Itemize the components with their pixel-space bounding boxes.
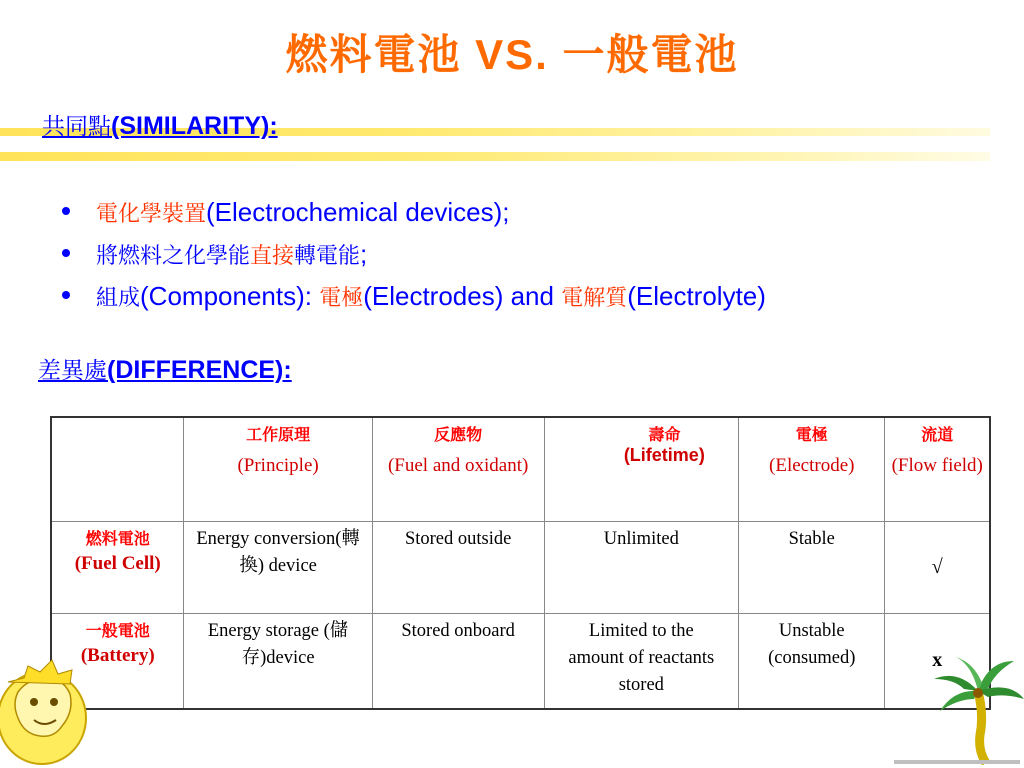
cell-flow-field: √ [885, 521, 990, 613]
bullet-2-zh-a: 將燃料之化學能 [96, 244, 251, 269]
row-header-zh: 一般電池 [85, 620, 150, 640]
bullet-2-zh-b: 轉電能 [294, 244, 361, 269]
bullet-dot [62, 291, 70, 299]
cell-principle: Energy conversion(轉換) device [184, 521, 372, 613]
palm-tree-logo [928, 655, 1024, 765]
similarity-heading-en: (SIMILARITY): [111, 112, 278, 140]
bullet-2-zh-red: 直接 [250, 244, 295, 269]
cell-flow-field: x [885, 613, 990, 709]
col-header-zh: 流道 [921, 425, 954, 444]
list-item [62, 192, 766, 234]
row-header-en: (Fuel Cell) [74, 552, 161, 574]
bullet-3-zh-red-b: 電解質 [561, 286, 628, 311]
bullet-dot [62, 207, 70, 215]
col-header-en: (Principle) [237, 455, 319, 476]
row-header-zh: 燃料電池 [85, 528, 150, 548]
list-item [62, 276, 766, 318]
col-header-en: (Flow field) [891, 455, 983, 476]
bullet-3-en-c: (Electrolyte) [627, 281, 766, 311]
bullet-1-en: (Electrochemical devices); [206, 197, 510, 227]
col-header-zh: 壽命 [648, 425, 681, 444]
col-header-en: (Lifetime) [623, 445, 705, 465]
bullet-2-en: ; [360, 239, 368, 269]
cell-lifetime: Unlimited [544, 521, 738, 613]
col-header-lifetime [544, 417, 738, 521]
band-bottom [0, 152, 990, 161]
university-footer [890, 756, 1024, 768]
title-zh-fuel-cell: 燃料電池 [285, 30, 462, 79]
comparison-table [50, 416, 991, 710]
difference-heading-en: (DIFFERENCE): [107, 356, 292, 384]
similarity-heading [42, 108, 278, 141]
bullet-3-en-a: (Components): [140, 281, 320, 311]
title-vs: VS. [461, 31, 563, 78]
cell-principle: Energy storage (儲存)device [184, 613, 372, 709]
table-row [51, 521, 990, 613]
col-header-electrode [739, 417, 885, 521]
row-header-fuel-cell [51, 521, 184, 613]
cell-reactant: Stored outside [372, 521, 544, 613]
col-header-en: (Electrode) [769, 455, 855, 476]
corner-cell [51, 417, 184, 521]
col-header-en: (Fuel and oxidant) [387, 455, 529, 476]
me-lab-logo [0, 652, 92, 768]
col-header-zh: 反應物 [434, 425, 483, 444]
bullet-3-zh-red-a: 電極 [319, 286, 364, 311]
cell-reactant: Stored onboard [372, 613, 544, 709]
similarity-heading-zh: 共同點 [42, 114, 111, 140]
col-header-principle [184, 417, 372, 521]
list-item [62, 234, 766, 276]
cell-electrode: Unstable (consumed) [739, 613, 885, 709]
difference-heading-zh: 差異處 [38, 358, 107, 384]
row-header-en: (Battery) [80, 644, 155, 666]
col-header-zh: 電極 [795, 425, 828, 444]
bullet-3-en-b: (Electrodes) and [363, 281, 562, 311]
bullet-1-zh: 電化學裝置 [96, 202, 207, 227]
col-header-flow-field [885, 417, 990, 521]
cell-electrode: Stable [739, 521, 885, 613]
difference-heading [38, 352, 292, 385]
title-zh-battery: 一般電池 [562, 30, 739, 79]
col-header-reactant [372, 417, 544, 521]
cell-lifetime: Limited to the amount of reactants stored [544, 613, 738, 709]
bullet-dot [62, 249, 70, 257]
bullet-3-zh: 組成 [96, 286, 141, 311]
similarity-list [62, 192, 766, 318]
table-row [51, 613, 990, 709]
col-header-zh: 工作原理 [246, 425, 311, 444]
table-header-row [51, 417, 990, 521]
slide-title [0, 22, 1024, 82]
